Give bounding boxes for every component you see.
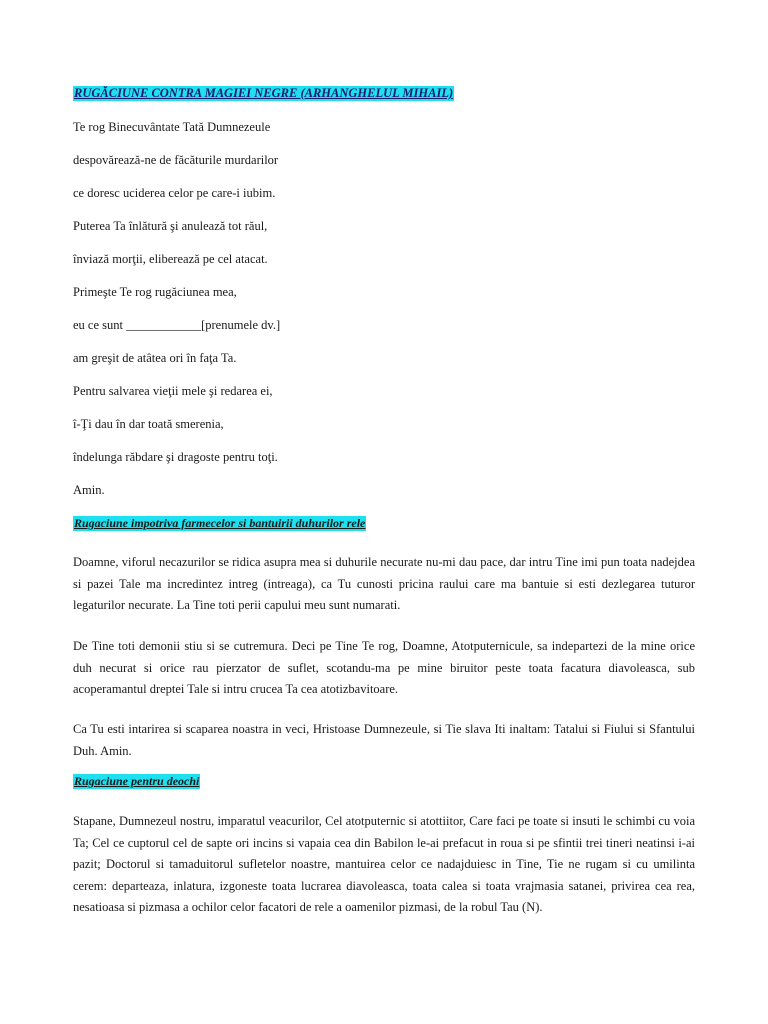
paragraph: Doamne, viforul necazurilor se ridica asupra mea si duhurile necurate nu-mi dau pace, dar intru Tine imi pun toata nadejdea si pazei Tale ma incredintez intreg (intreaga), ca Tu cunosti pricina raului care ma bantuie si esti dezlegarea tuturor legaturilor necurate. La Tine toti perii capului meu sunt numarati.	[73, 555, 695, 612]
prayer-line: Pentru salvarea vieţii mele şi redarea ei,	[73, 384, 273, 398]
section-heading-farmece: Rugaciune impotriva farmecelor si bantuirii duhurilor rele	[74, 516, 366, 530]
paragraph: De Tine toti demonii stiu si se cutremura. Deci pe Tine Te rog, Doamne, Atotputernicule, sa indepartezi de la mine orice duh necurat si orice rau pierzator de suflet, scotandu-ma pe mine biruitor peste toata facatura diavoleasca, sub acoperamantul dreptei Tale si intru crucea Ta cea atotizbavitoare.	[73, 639, 695, 696]
prayer-line: Amin.	[73, 483, 105, 497]
prayer-line: ce doresc uciderea celor pe care-i iubim.	[73, 186, 276, 200]
prayer-line: î-Ţi dau în dar toată smerenia,	[73, 417, 224, 431]
prayer-line: am greşit de atâtea ori în faţa Ta.	[73, 351, 237, 365]
section-heading-deochi: Rugaciune pentru deochi	[74, 774, 200, 788]
paragraph: Ca Tu esti intarirea si scaparea noastra in veci, Hristoase Dumnezeule, si Tie slava Iti inaltam: Tatalui si Fiului si Sfantului Duh. Amin.	[73, 722, 695, 758]
prayer-line: despovărează-ne de făcăturile murdarilor	[73, 153, 279, 167]
prayer-line: eu ce sunt ____________[prenumele dv.]	[73, 318, 281, 332]
prayer-line: înviază morţii, eliberează pe cel atacat.	[73, 252, 268, 266]
prayer-line: îndelunga răbdare şi dragoste pentru toţi.	[73, 450, 278, 464]
prayer-line: Te rog Binecuvântate Tată Dumnezeule	[73, 120, 271, 134]
prayer-line: Primeşte Te rog rugăciunea mea,	[73, 285, 237, 299]
paragraph: Stapane, Dumnezeul nostru, imparatul veacurilor, Cel atotputernic si atottiitor, Care faci pe toate si insuti le schimbi cu voia Ta; Cel ce cuptorul cel de sapte ori incins si vapaia cea din Babilon le-ai prefacut in roua si pe sfintii trei tineri neatinsi i-ai pazit; Doctorul si tamaduitorul sufletelor noastre, mantuirea celor ce nadajduiesc in Tine, Tie ne rugam si cu umilinta cerem: departeaza, inlatura, izgoneste toata lucrarea diavoleasca, toata calea si toata vrajmasia satanei, privirea cea rea, nesatioasa si pizmasa a ochilor celor facatori de rele a oamenilor pizmasi, de la robul Tau (N).	[73, 814, 695, 914]
prayer-line: Puterea Ta înlătură şi anulează tot răul,	[73, 219, 268, 233]
document-title: RUGĂCIUNE CONTRA MAGIEI NEGRE (ARHANGHELUL MIHAIL)	[74, 86, 454, 100]
